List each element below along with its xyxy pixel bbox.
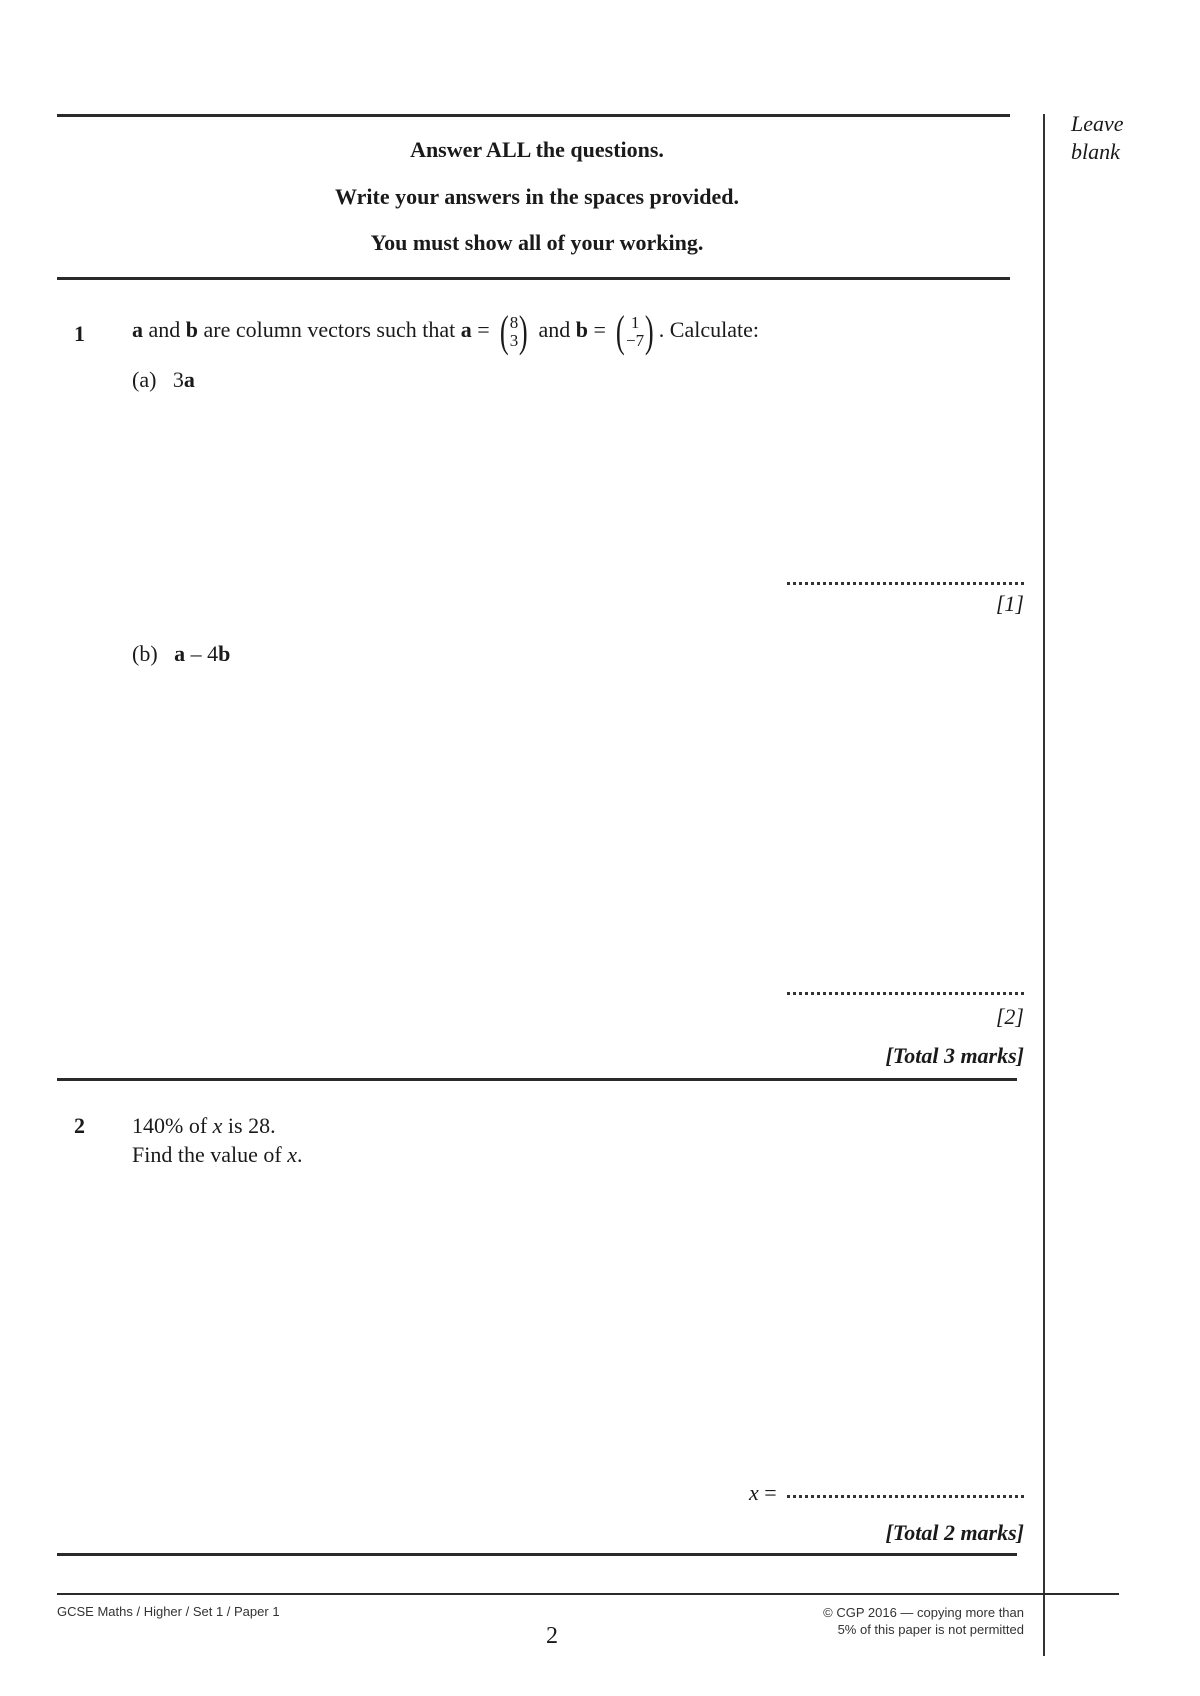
question-1a [132, 367, 195, 393]
var-x: x [287, 1142, 297, 1167]
total-marks-q1: [Total 3 marks] [885, 1043, 1024, 1068]
leave-blank-line1: Leave [1071, 111, 1124, 136]
margin-divider [1043, 114, 1045, 1656]
vector-a-bottom: 3 [509, 330, 519, 350]
marks-1a: [1] [995, 591, 1024, 616]
vector-b-top: 1 [630, 312, 640, 332]
stem-text: and [532, 317, 576, 342]
copyright-line1: © CGP 2016 — copying more than [823, 1605, 1024, 1620]
part-b-var-b: b [218, 641, 231, 666]
question-2-line2 [132, 1142, 302, 1168]
question-2-line1 [132, 1113, 276, 1139]
answer-label-x [749, 1480, 777, 1506]
part-a-coef: 3 [172, 367, 184, 392]
vector-a: ( 8 3 ) [500, 306, 529, 356]
page-number: 2 [546, 1623, 558, 1649]
total-marks-q2: [Total 2 marks] [885, 1520, 1024, 1545]
answer-line-1a[interactable] [787, 582, 1024, 585]
footer-copyright [823, 1604, 1024, 1638]
vector-b: ( 1 −7 ) [616, 306, 654, 356]
var-b: b [185, 317, 199, 342]
q2-text: Find the value of [132, 1142, 288, 1167]
q2-text: . [296, 1142, 303, 1167]
part-b-var-a: a [174, 641, 186, 666]
stem-text: . Calculate: [658, 317, 759, 342]
instruction-1: Answer ALL the questions. [410, 137, 664, 162]
var-x: x [212, 1113, 223, 1138]
question-1-stem [132, 306, 759, 354]
vector-a-top: 8 [509, 312, 519, 332]
var-x: x [749, 1480, 759, 1505]
part-a-label: (a) [132, 367, 157, 392]
copyright-line2: 5% of this paper is not permitted [837, 1622, 1024, 1637]
var-b: b [575, 317, 588, 342]
part-b-op: – 4 [185, 641, 219, 666]
marks-1b: [2] [995, 1004, 1024, 1029]
var-a: a [460, 317, 472, 342]
instruction-3: You must show all of your working. [370, 230, 704, 255]
q2-text: is 28. [222, 1113, 276, 1138]
instructions-top-rule [57, 114, 1010, 117]
var-a: a [132, 317, 143, 342]
stem-text: and [143, 317, 186, 342]
footer-rule [57, 1593, 1119, 1595]
equals-sign: = [471, 317, 496, 342]
instruction-2: Write your answers in the spaces provided. [335, 184, 739, 209]
part-b-label: (b) [132, 641, 158, 666]
answer-line-2[interactable] [787, 1495, 1024, 1498]
question-2-number: 2 [74, 1113, 85, 1138]
equals-sign: = [587, 317, 612, 342]
stem-text: are column vectors such that [198, 317, 461, 342]
footer-paper-id: GCSE Maths / Higher / Set 1 / Paper 1 [57, 1604, 280, 1619]
part-a-var: a [183, 367, 195, 392]
equals-sign: = [758, 1480, 777, 1505]
question-1-bottom-rule [57, 1078, 1017, 1081]
question-1-number: 1 [74, 321, 85, 346]
leave-blank-label [1071, 110, 1124, 166]
answer-line-1b[interactable] [787, 992, 1024, 995]
question-1b [132, 641, 230, 667]
leave-blank-line2: blank [1071, 139, 1120, 164]
q2-text: 140% of [132, 1113, 213, 1138]
question-2-bottom-rule [57, 1553, 1017, 1556]
vector-b-bottom: −7 [626, 330, 645, 350]
instructions-bottom-rule [57, 277, 1010, 280]
